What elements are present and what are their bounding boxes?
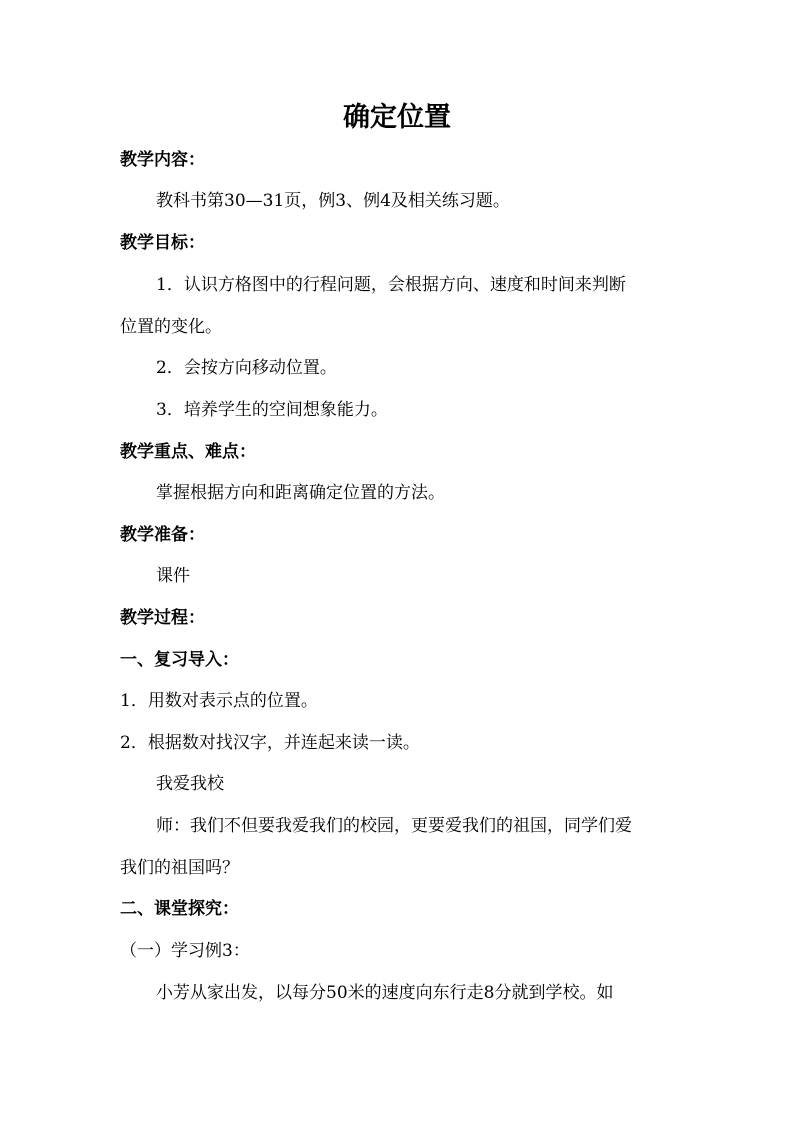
section-exploration: 二、课堂探究：: [120, 899, 239, 919]
heading-teaching-content: 教学内容：: [120, 150, 205, 170]
heading-process: 教学过程：: [120, 608, 205, 628]
review-item-2: 2．根据数对找汉字，并连起来读一读。: [120, 733, 420, 753]
teacher-dialogue-continued: 我们的祖国吗？: [120, 858, 239, 878]
goal-item-1: 1．认识方格图中的行程问题，会根据方向、速度和时间来判断: [156, 275, 626, 295]
review-phrase: 我爱我校: [156, 774, 224, 794]
teacher-dialogue: 师：我们不但要我爱我们的校园，更要爱我们的祖国，同学们爱: [156, 816, 632, 836]
heading-key-points: 教学重点、难点：: [120, 442, 256, 462]
paragraph-preparation: 课件: [156, 566, 190, 586]
goal-item-2: 2．会按方向移动位置。: [156, 358, 337, 378]
subsection-example-3: （一）学习例3：: [120, 941, 250, 961]
goal-item-1-continued: 位置的变化。: [120, 317, 222, 337]
heading-preparation: 教学准备：: [120, 525, 205, 545]
paragraph-key-points: 掌握根据方向和距离确定位置的方法。: [156, 483, 445, 503]
paragraph-content: 教科书第30—31页，例3、例4及相关练习题。: [156, 191, 510, 211]
document-title: 确定位置: [343, 102, 451, 133]
example-3-paragraph: 小芳从家出发，以每分50米的速度向东行走8分就到学校。如: [156, 983, 614, 1003]
review-item-1: 1．用数对表示点的位置。: [120, 691, 318, 711]
section-review: 一、复习导入：: [120, 650, 239, 670]
goal-item-3: 3．培养学生的空间想象能力。: [156, 400, 388, 420]
heading-teaching-goals: 教学目标：: [120, 233, 205, 253]
